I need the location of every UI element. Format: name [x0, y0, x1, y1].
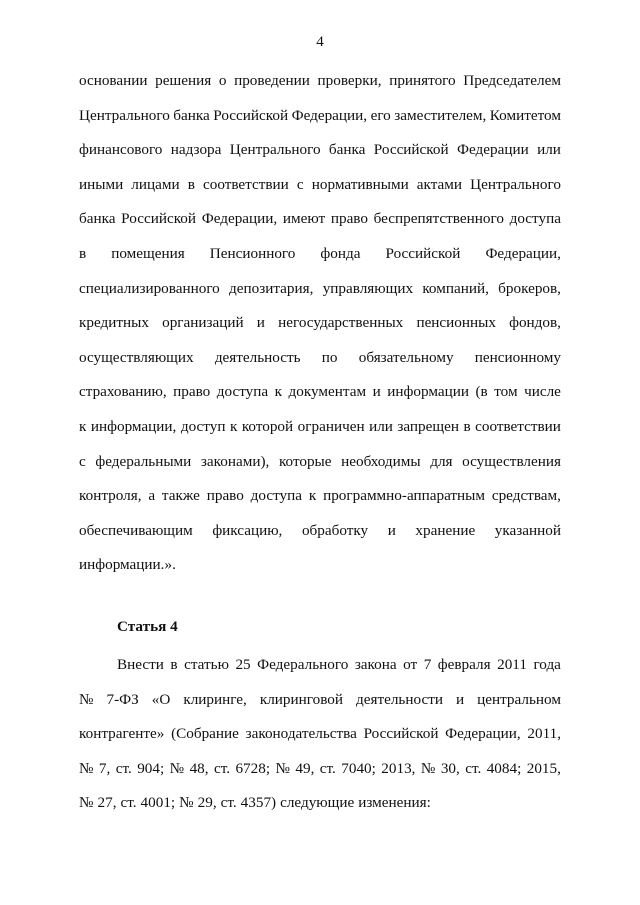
text-line: финансового надзора Центрального банка Российской Федерации или — [79, 141, 561, 159]
text-line: кредитных организаций и негосударственных пенсионных фондов, — [79, 314, 561, 332]
text-line: иными лицами в соответствии с нормативными актами Центрального — [79, 175, 561, 193]
paragraph-article-4 — [79, 656, 561, 829]
text-line: № 7-ФЗ «О клиринге, клиринговой деятельности и центральном — [79, 690, 561, 708]
text-line: контрагенте» (Собрание законодательства Российской Федерации, 2011, — [79, 725, 561, 743]
text-line: контроля, а также право доступа к программно-аппаратным средствам, — [79, 487, 561, 505]
text-line: в помещения Пенсионного фонда Российской Федерации, — [79, 244, 561, 262]
page-number: 4 — [316, 34, 324, 50]
text-line: Центрального банка Российской Федерации, его заместителем, Комитетом — [79, 106, 561, 124]
document-body — [79, 72, 561, 829]
article-heading: Статья 4 — [117, 617, 178, 635]
text-line: к информации, доступ к которой ограничен или запрещен в соответствии — [79, 417, 561, 435]
text-line: информации.». — [79, 556, 176, 574]
text-line: с федеральными законами), которые необходимы для осуществления — [79, 452, 561, 470]
text-line: банка Российской Федерации, имеют право беспрепятственного доступа — [79, 210, 561, 228]
text-line: основании решения о проведении проверки, принятого Председателем — [79, 72, 561, 89]
text-line: № 27, ст. 4001; № 29, ст. 4357) следующие изменения: — [79, 794, 431, 812]
text-line: обеспечивающим фиксацию, обработку и хранение указанной — [79, 521, 561, 539]
text-line: специализированного депозитария, управляющих компаний, брокеров, — [79, 279, 561, 297]
paragraph-continued — [79, 72, 561, 591]
text-line: Внести в статью 25 Федерального закона от 7 февраля 2011 года — [117, 655, 561, 673]
text-line: страхованию, право доступа к документам и информации (в том числе — [79, 383, 561, 401]
paragraph-gap — [79, 591, 561, 618]
text-line: осуществляющих деятельность по обязательному пенсионному — [79, 348, 561, 366]
text-line: № 7, ст. 904; № 48, ст. 6728; № 49, ст. 7040; 2013, № 30, ст. 4084; 2015, — [79, 759, 561, 777]
